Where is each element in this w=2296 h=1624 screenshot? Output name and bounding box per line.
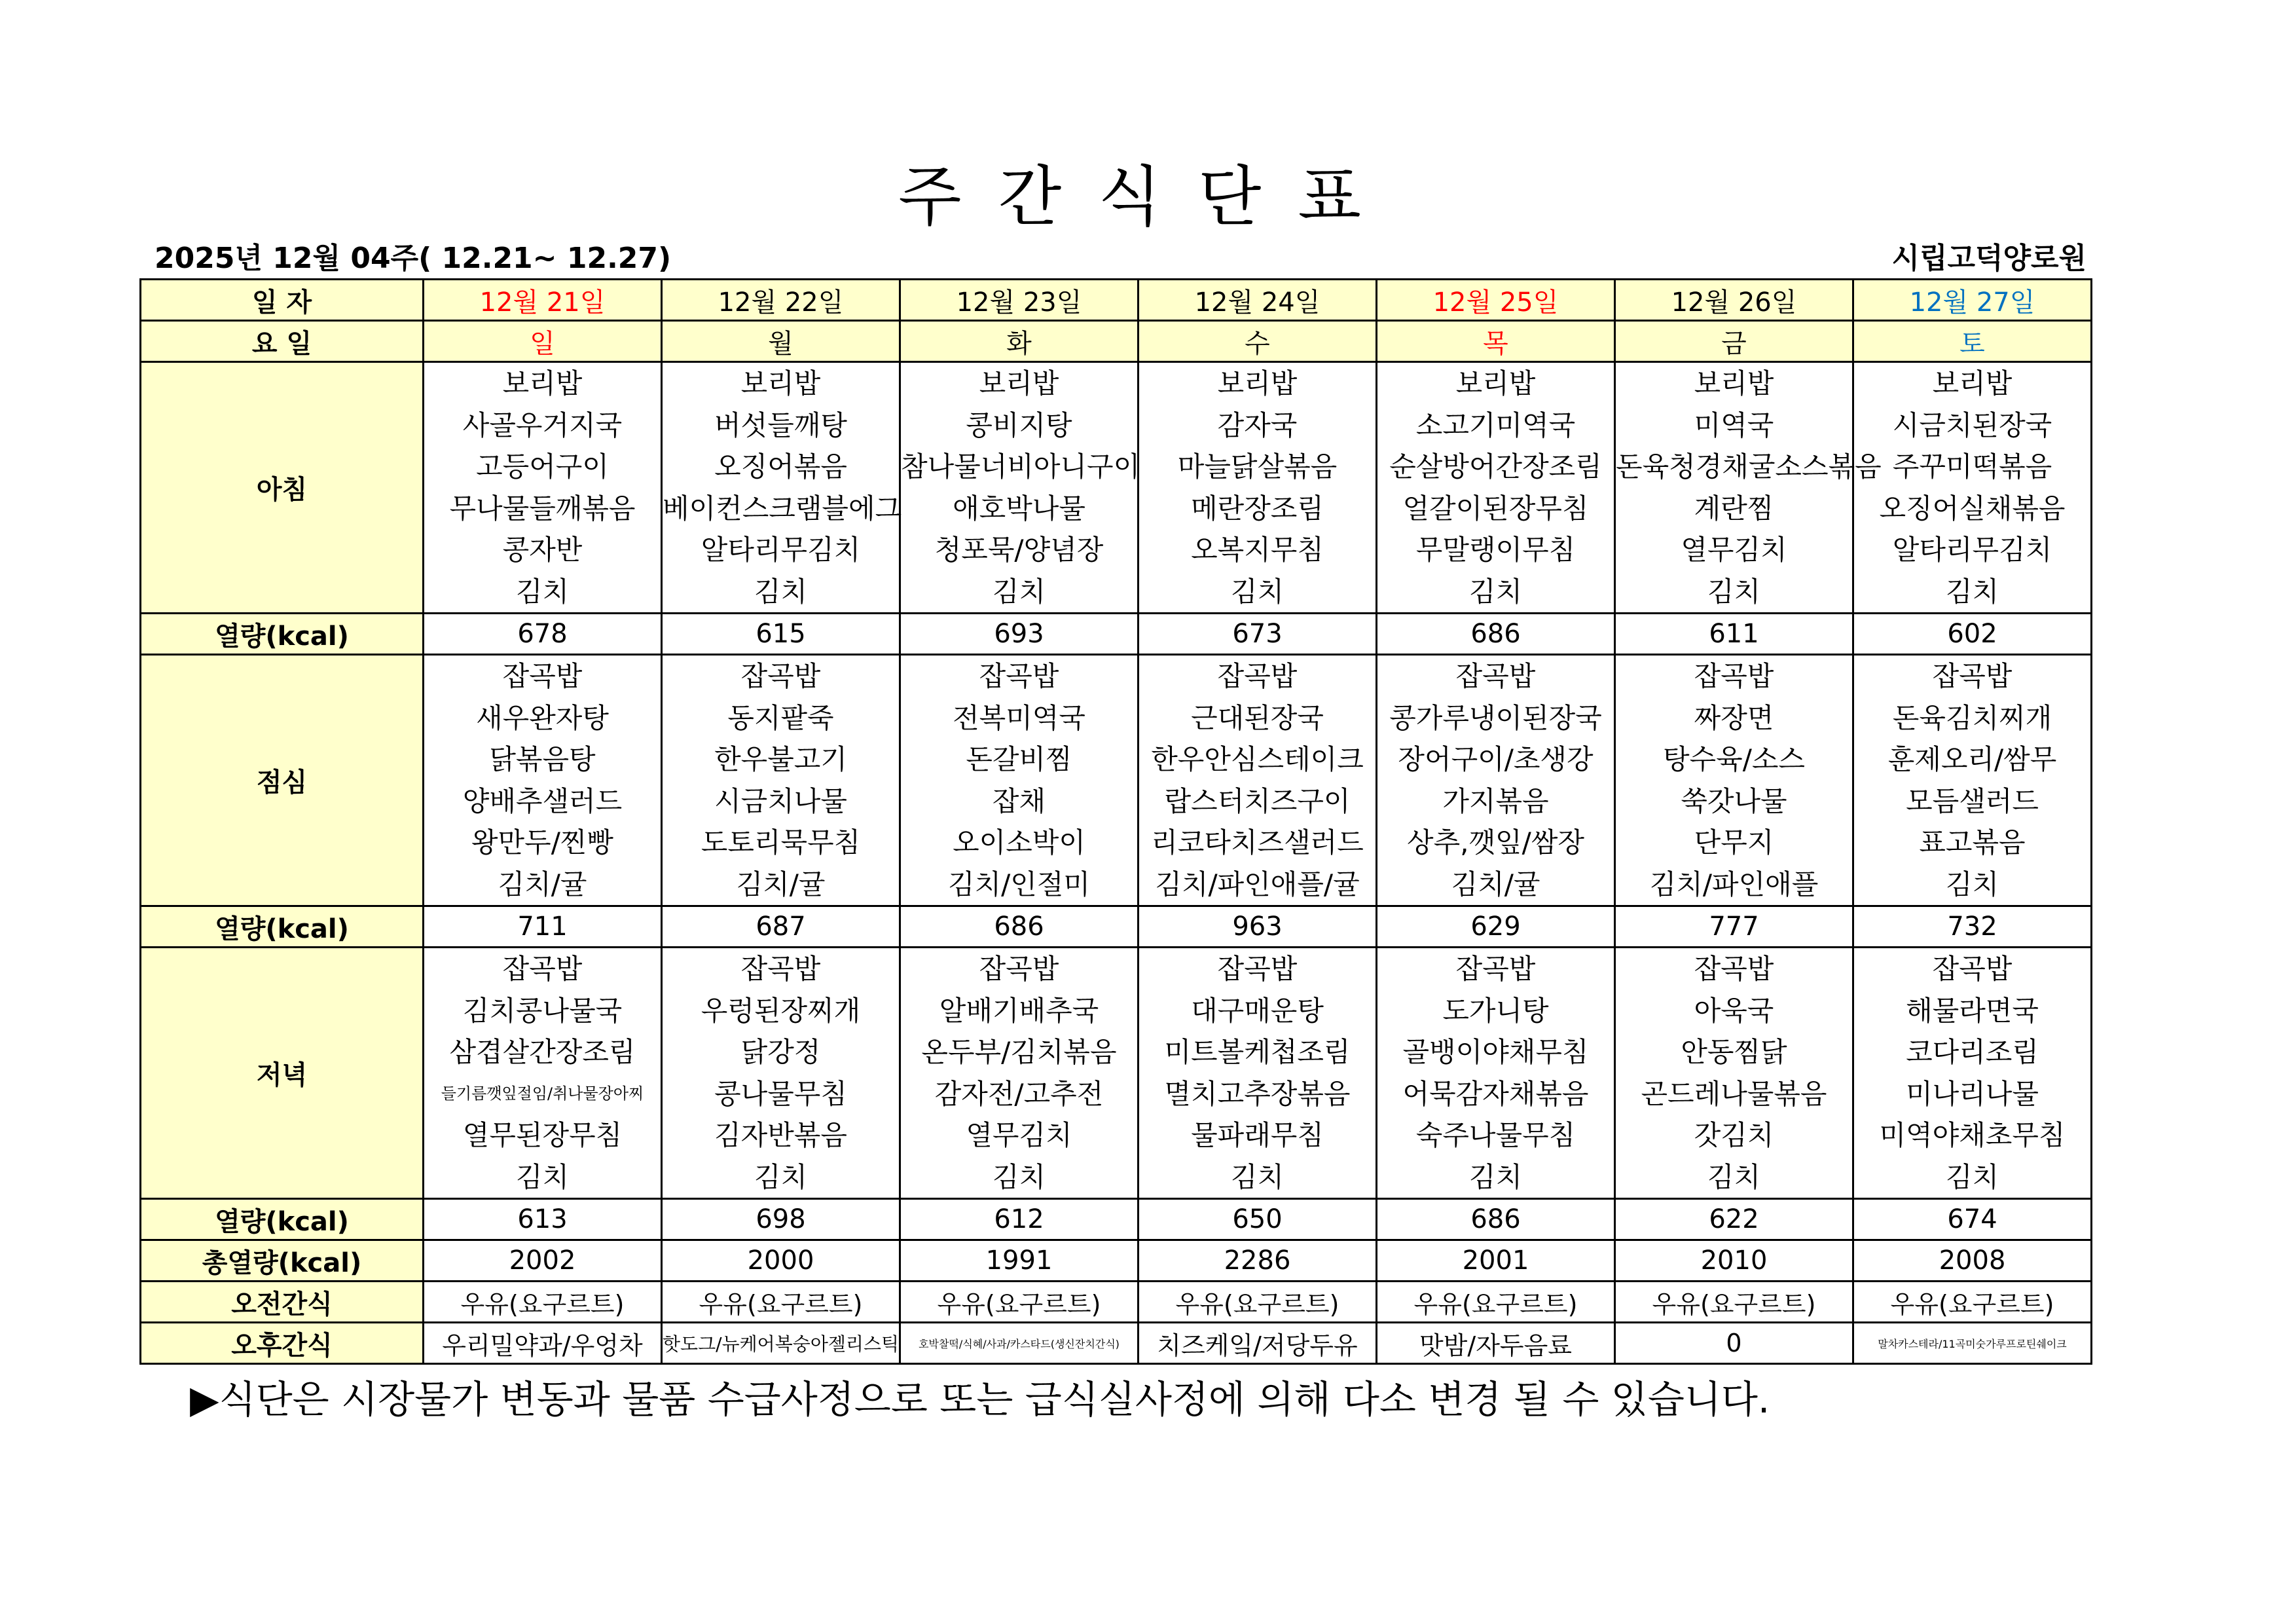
menu-item: 모듬샐러드 xyxy=(1906,784,2039,817)
dinner-cell xyxy=(1377,948,1615,1199)
page-title: 주간식단표 xyxy=(898,158,1398,235)
menu-item: 온두부/김치볶음 xyxy=(921,1036,1117,1068)
menu-item: 어묵감자채볶음 xyxy=(1402,1077,1589,1110)
kcal-value: 615 xyxy=(662,614,900,655)
menu-item: 콩가루냉이된장국 xyxy=(1389,701,1602,734)
pm-snack-value: 핫도그/뉴케어복숭아젤리스틱 xyxy=(662,1323,900,1364)
menu-item: 도가니탕 xyxy=(1442,994,1549,1027)
kcal-value: 650 xyxy=(1139,1199,1377,1240)
menu-item: 감자전/고추전 xyxy=(934,1077,1104,1110)
menu-item: 전복미역국 xyxy=(953,701,1085,734)
kcal-value: 678 xyxy=(424,614,662,655)
menu-item: 김치 xyxy=(754,1160,808,1193)
date-row-label: 일 자 xyxy=(141,280,424,321)
menu-item: 한우안심스테이크 xyxy=(1151,743,1364,775)
dinner-cell xyxy=(424,948,662,1199)
kcal-value: 777 xyxy=(1615,906,1853,948)
dinner-cell xyxy=(900,948,1139,1199)
menu-item: 소고기미역국 xyxy=(1415,409,1576,441)
menu-item: 멸치고추장볶음 xyxy=(1164,1077,1351,1110)
menu-item: 돈갈비찜 xyxy=(966,743,1072,775)
menu-item: 보리밥 xyxy=(1217,367,1298,399)
kcal-value: 629 xyxy=(1377,906,1615,948)
kcal-value: 673 xyxy=(1139,614,1377,655)
kcal-value: 698 xyxy=(662,1199,900,1240)
menu-item: 잡곡밥 xyxy=(1694,660,1774,692)
menu-item: 잡곡밥 xyxy=(979,660,1059,692)
menu-item: 김치콩나물국 xyxy=(462,994,623,1027)
dinner-label: 저녁 xyxy=(141,948,424,1199)
menu-item: 김치 xyxy=(1468,1160,1523,1193)
lunch-label: 점심 xyxy=(141,655,424,906)
menu-item: 사골우거지국 xyxy=(462,409,623,441)
total-kcal-row xyxy=(141,1240,2092,1282)
pm-snack-value: 우리밀약과/우엉차 xyxy=(424,1323,662,1364)
menu-item: 잡곡밥 xyxy=(1694,953,1774,985)
pm-snack-value: 0 xyxy=(1615,1323,1853,1364)
total-kcal-value: 2010 xyxy=(1615,1240,1853,1282)
menu-item: 장어구이/초생강 xyxy=(1398,743,1594,775)
breakfast-cell xyxy=(1139,362,1377,614)
menu-item: 랍스터치즈구이 xyxy=(1164,784,1351,817)
menu-item: 잡곡밥 xyxy=(1455,953,1536,985)
menu-item: 순살방어간장조림 xyxy=(1389,451,1602,483)
total-kcal-value: 1991 xyxy=(900,1240,1139,1282)
menu-item: 닭강정 xyxy=(740,1036,821,1068)
breakfast-cell xyxy=(1615,362,1882,614)
menu-item: 잡곡밥 xyxy=(740,953,821,985)
menu-item: 열무김치 xyxy=(966,1119,1072,1151)
menu-item: 오복지무침 xyxy=(1191,534,1324,566)
menu-item: 리코타치즈샐러드 xyxy=(1151,826,1364,858)
kcal-value: 611 xyxy=(1615,614,1853,655)
date-cell: 12월 25일 xyxy=(1377,280,1615,321)
menu-item: 보리밥 xyxy=(1932,367,2013,399)
menu-item: 베이컨스크램블에그 xyxy=(663,492,902,525)
kcal-value: 674 xyxy=(1853,1199,2092,1240)
weekday-cell: 월 xyxy=(662,321,900,362)
date-cell: 12월 24일 xyxy=(1139,280,1377,321)
weekday-cell: 수 xyxy=(1139,321,1377,362)
dinner-row xyxy=(141,948,2092,1199)
kcal-label: 열량(kcal) xyxy=(141,1199,424,1240)
lunch-cell xyxy=(900,655,1139,906)
menu-item: 김치 xyxy=(992,1160,1046,1193)
kcal-value: 686 xyxy=(1377,614,1615,655)
menu-item: 김치/인절미 xyxy=(947,868,1090,900)
menu-item: 숙주나물무침 xyxy=(1415,1119,1576,1151)
menu-item: 삼겹살간장조림 xyxy=(449,1036,636,1068)
menu-item: 김치 xyxy=(1945,868,1999,900)
date-cell: 12월 26일 xyxy=(1615,280,1853,321)
menu-item: 애호박나물 xyxy=(953,492,1085,525)
total-kcal-value: 2286 xyxy=(1139,1240,1377,1282)
am-snack-value: 우유(요구르트) xyxy=(1615,1282,1853,1323)
weekday-cell: 토 xyxy=(1853,321,2092,362)
menu-item: 잡채 xyxy=(992,784,1046,817)
date-cell: 12월 23일 xyxy=(900,280,1139,321)
menu-item: 오징어실채볶음 xyxy=(1879,492,2066,525)
kcal-value: 613 xyxy=(424,1199,662,1240)
menu-item: 갓김치 xyxy=(1694,1119,1774,1151)
date-cell: 12월 22일 xyxy=(662,280,900,321)
breakfast-cell xyxy=(1377,362,1615,614)
menu-item: 곤드레나물볶음 xyxy=(1641,1077,1827,1110)
menu-item: 양배추샐러드 xyxy=(462,784,623,817)
menu-item: 잡곡밥 xyxy=(1217,953,1298,985)
menu-item: 탕수육/소스 xyxy=(1662,743,1805,775)
am-snack-row xyxy=(141,1282,2092,1323)
date-cell: 12월 21일 xyxy=(424,280,662,321)
menu-item: 닭볶음탕 xyxy=(489,743,596,775)
menu-item: 가지볶음 xyxy=(1442,784,1549,817)
lunch-cell xyxy=(1377,655,1615,906)
menu-item: 김치 xyxy=(1945,1160,1999,1193)
menu-item: 콩비지탕 xyxy=(966,409,1072,441)
breakfast-cell xyxy=(900,362,1139,614)
facility-name: 시립고덕양로원 xyxy=(1891,242,2086,275)
kcal-value: 686 xyxy=(1377,1199,1615,1240)
menu-item: 김치 xyxy=(515,1160,570,1193)
menu-item: 잡곡밥 xyxy=(502,660,583,692)
menu-item: 열무된장무침 xyxy=(462,1119,623,1151)
week-period: 2025년 12월 04주( 12.21~ 12.27) xyxy=(155,242,672,275)
menu-item: 상추,깻잎/쌈장 xyxy=(1407,826,1584,858)
menu-item: 아욱국 xyxy=(1694,994,1774,1027)
total-kcal-label: 총열량(kcal) xyxy=(141,1240,424,1282)
menu-item: 주꾸미떡볶음 xyxy=(1892,451,2052,483)
lunch-cell xyxy=(1615,655,1853,906)
menu-item: 김치 xyxy=(515,575,570,608)
menu-item: 대구매운탕 xyxy=(1191,994,1324,1027)
menu-item: 오징어볶음 xyxy=(714,451,847,483)
menu-item: 우렁된장찌개 xyxy=(701,994,861,1027)
menu-item: 미역야채초무침 xyxy=(1879,1119,2066,1151)
menu-item: 김치/귤 xyxy=(736,868,826,900)
am-snack-value: 우유(요구르트) xyxy=(1139,1282,1377,1323)
menu-item: 해물라면국 xyxy=(1906,994,2039,1027)
kcal-value: 622 xyxy=(1615,1199,1853,1240)
dinner-cell xyxy=(1615,948,1853,1199)
total-kcal-value: 2001 xyxy=(1377,1240,1615,1282)
menu-item: 알배기배추국 xyxy=(939,994,1099,1027)
lunch-cell xyxy=(424,655,662,906)
menu-item: 콩나물무침 xyxy=(714,1077,847,1110)
menu-item: 단무지 xyxy=(1694,826,1774,858)
weekday-cell: 일 xyxy=(424,321,662,362)
menu-item: 보리밥 xyxy=(502,367,583,399)
weekday-row-label: 요 일 xyxy=(141,321,424,362)
breakfast-cell xyxy=(1853,362,2092,614)
menu-item: 김치 xyxy=(1230,575,1285,608)
menu-item: 시금치된장국 xyxy=(1892,409,2052,441)
menu-item: 잡곡밥 xyxy=(1932,953,2013,985)
menu-item: 김치/귤 xyxy=(498,868,587,900)
menu-item: 보리밥 xyxy=(1694,367,1774,399)
menu-item: 동지팥죽 xyxy=(727,701,834,734)
total-kcal-value: 2002 xyxy=(424,1240,662,1282)
menu-item: 김치 xyxy=(1707,1160,1761,1193)
menu-item: 알타리무김치 xyxy=(1892,534,2052,566)
menu-item: 메란장조림 xyxy=(1191,492,1324,525)
menu-item: 잡곡밥 xyxy=(1217,660,1298,692)
breakfast-cell xyxy=(662,362,900,614)
menu-item: 안동찜닭 xyxy=(1681,1036,1787,1068)
pm-snack-value: 맛밤/자두음료 xyxy=(1377,1323,1615,1364)
menu-item: 왕만두/찐빵 xyxy=(471,826,613,858)
menu-item: 잡곡밥 xyxy=(1932,660,2013,692)
menu-item: 오이소박이 xyxy=(953,826,1085,858)
weekday-cell: 금 xyxy=(1615,321,1853,362)
menu-item: 잡곡밥 xyxy=(1455,660,1536,692)
total-kcal-value: 2000 xyxy=(662,1240,900,1282)
total-kcal-value: 2008 xyxy=(1853,1240,2092,1282)
menu-item: 김치 xyxy=(1468,575,1523,608)
menu-item: 마늘닭살볶음 xyxy=(1177,451,1338,483)
weekday-cell: 목 xyxy=(1377,321,1615,362)
am-snack-value: 우유(요구르트) xyxy=(1377,1282,1615,1323)
breakfast-kcal-row xyxy=(141,614,2092,655)
pm-snack-label: 오후간식 xyxy=(141,1323,424,1364)
menu-item: 물파래무침 xyxy=(1191,1119,1324,1151)
dinner-kcal-row xyxy=(141,1199,2092,1240)
kcal-value: 963 xyxy=(1139,906,1377,948)
menu-item: 얼갈이된장무침 xyxy=(1402,492,1589,525)
weekly-menu-table xyxy=(139,278,2092,1365)
menu-item: 김치 xyxy=(1707,575,1761,608)
kcal-value: 602 xyxy=(1853,614,2092,655)
am-snack-value: 우유(요구르트) xyxy=(424,1282,662,1323)
menu-item: 표고볶음 xyxy=(1919,826,2026,858)
menu-item: 열무김치 xyxy=(1681,534,1787,566)
menu-item: 김자반볶음 xyxy=(714,1119,847,1151)
menu-item: 돈육청경채굴소스볶음 xyxy=(1616,451,1882,483)
menu-item: 잡곡밥 xyxy=(979,953,1059,985)
menu-item: 잡곡밥 xyxy=(502,953,583,985)
dinner-cell xyxy=(662,948,900,1199)
kcal-value: 612 xyxy=(900,1199,1139,1240)
menu-item: 한우불고기 xyxy=(714,743,847,775)
menu-item: 김치 xyxy=(754,575,808,608)
menu-item: 시금치나물 xyxy=(714,784,847,817)
menu-item: 보리밥 xyxy=(1455,367,1536,399)
menu-item: 계란찜 xyxy=(1694,492,1774,525)
breakfast-row xyxy=(141,362,2092,614)
menu-item: 김치 xyxy=(1230,1160,1285,1193)
menu-item: 코다리조림 xyxy=(1906,1036,2039,1068)
menu-item: 콩자반 xyxy=(502,534,583,566)
menu-item: 쑥갓나물 xyxy=(1681,784,1787,817)
menu-item: 버섯들깨탕 xyxy=(714,409,847,441)
menu-item: 골뱅이야채무침 xyxy=(1402,1036,1589,1068)
lunch-row xyxy=(141,655,2092,906)
menu-item: 근대된장국 xyxy=(1191,701,1324,734)
date-cell: 12월 27일 xyxy=(1853,280,2092,321)
menu-item: 들기름깻잎절임/취나물장아찌 xyxy=(441,1084,644,1103)
menu-item: 미트볼케첩조림 xyxy=(1164,1036,1351,1068)
am-snack-value: 우유(요구르트) xyxy=(1853,1282,2092,1323)
menu-item: 알타리무김치 xyxy=(701,534,861,566)
menu-change-notice: ▶식단은 시장물가 변동과 물품 수급사정으로 또는 급식실사정에 의해 다소 변경 될 수 있습니다. xyxy=(190,1377,1770,1422)
kcal-value: 732 xyxy=(1853,906,2092,948)
lunch-kcal-row xyxy=(141,906,2092,948)
kcal-label: 열량(kcal) xyxy=(141,906,424,948)
menu-item: 짜장면 xyxy=(1694,701,1774,734)
breakfast-label: 아침 xyxy=(141,362,424,614)
weekday-cell: 화 xyxy=(900,321,1139,362)
breakfast-cell xyxy=(424,362,662,614)
kcal-label: 열량(kcal) xyxy=(141,614,424,655)
menu-item: 미나리나물 xyxy=(1906,1077,2039,1110)
am-snack-label: 오전간식 xyxy=(141,1282,424,1323)
pm-snack-value: 호박찰떡/식혜/사과/카스타드(생신잔치간식) xyxy=(900,1323,1139,1364)
lunch-cell xyxy=(1853,655,2092,906)
kcal-value: 711 xyxy=(424,906,662,948)
date-row xyxy=(141,280,2092,321)
menu-item: 새우완자탕 xyxy=(476,701,609,734)
menu-item: 보리밥 xyxy=(979,367,1059,399)
menu-item: 돈육김치찌개 xyxy=(1892,701,2052,734)
kcal-value: 693 xyxy=(900,614,1139,655)
menu-item: 미역국 xyxy=(1694,409,1774,441)
dinner-cell xyxy=(1139,948,1377,1199)
pm-snack-value: 말차카스테라/11곡미숫가루프로틴쉐이크 xyxy=(1853,1323,2092,1364)
menu-item: 보리밥 xyxy=(740,367,821,399)
pm-snack-row xyxy=(141,1323,2092,1364)
pm-snack-value: 치즈케잌/저당두유 xyxy=(1139,1323,1377,1364)
weekday-row xyxy=(141,321,2092,362)
lunch-cell xyxy=(1139,655,1377,906)
menu-item: 무말랭이무침 xyxy=(1415,534,1576,566)
menu-item: 김치/귤 xyxy=(1451,868,1540,900)
am-snack-value: 우유(요구르트) xyxy=(662,1282,900,1323)
menu-item: 감자국 xyxy=(1217,409,1298,441)
kcal-value: 686 xyxy=(900,906,1139,948)
menu-item: 김치/파인애플 xyxy=(1649,868,1819,900)
lunch-cell xyxy=(662,655,900,906)
menu-item: 잡곡밥 xyxy=(740,660,821,692)
menu-item: 훈제오리/쌈무 xyxy=(1887,743,2057,775)
menu-item: 도토리묵무침 xyxy=(701,826,861,858)
am-snack-value: 우유(요구르트) xyxy=(900,1282,1139,1323)
menu-item: 김치 xyxy=(992,575,1046,608)
menu-item: 고등어구이 xyxy=(476,451,609,483)
dinner-cell xyxy=(1853,948,2092,1199)
kcal-value: 687 xyxy=(662,906,900,948)
menu-item: 청포묵/양념장 xyxy=(934,534,1104,566)
menu-item: 김치 xyxy=(1945,575,1999,608)
menu-item: 참나물너비아니구이 xyxy=(901,451,1140,483)
menu-item: 김치/파인애플/귤 xyxy=(1155,868,1360,900)
menu-item: 무나물들깨볶음 xyxy=(449,492,636,525)
